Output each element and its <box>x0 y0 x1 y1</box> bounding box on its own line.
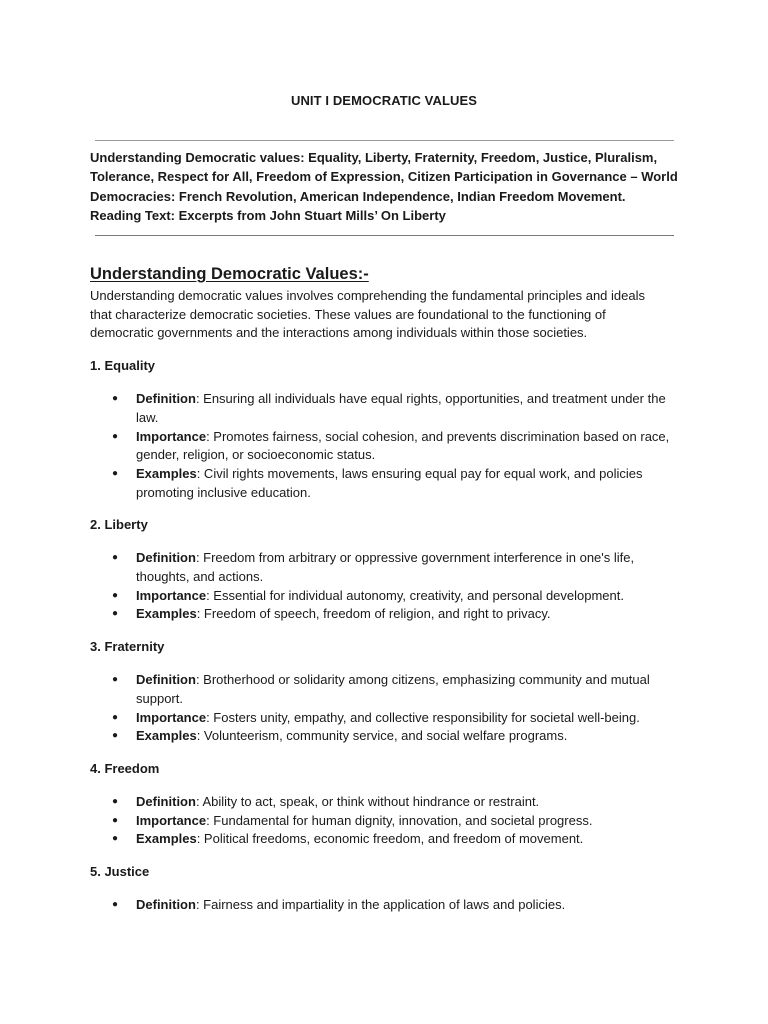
list-item <box>90 549 681 586</box>
item-text: : Essential for individual autonomy, creativity, and personal development. <box>206 587 624 603</box>
value-block-equality <box>90 357 690 502</box>
value-title: 5. Justice <box>90 864 150 880</box>
item-term: Examples <box>136 606 197 622</box>
main-content <box>90 264 690 929</box>
item-text: : Brotherhood or solidarity among citizens, emphasizing community and mutual support. <box>136 672 650 706</box>
list-item <box>90 896 681 915</box>
list-item <box>90 428 681 465</box>
item-term: Importance <box>136 428 207 444</box>
list-item <box>90 793 681 812</box>
item-text: : Fosters unity, empathy, and collective responsibility for societal well-being. <box>206 709 640 725</box>
bullet-icon: ● <box>112 674 119 686</box>
item-term: Examples <box>136 728 197 744</box>
item-term: Examples <box>136 465 197 481</box>
bullet-icon: ● <box>112 393 119 405</box>
list-item <box>90 830 681 849</box>
item-text: : Promotes fairness, social cohesion, and prevents discrimination based on race, gender, religion, or socioeconomic status. <box>136 428 670 463</box>
bullet-icon: ● <box>112 814 119 826</box>
bullet-icon: ● <box>112 795 119 807</box>
item-term: Definition <box>136 672 196 688</box>
value-list <box>90 896 690 915</box>
item-term: Importance <box>136 709 207 725</box>
bullet-icon: ● <box>112 711 119 723</box>
value-title: 1. Equality <box>90 358 156 374</box>
bullet-icon: ● <box>112 899 119 911</box>
value-list <box>90 549 690 624</box>
value-list <box>90 390 690 502</box>
item-text: : Fundamental for human dignity, innovation, and societal progress. <box>206 812 593 828</box>
bullet-icon: ● <box>112 467 119 479</box>
bullet-icon: ● <box>112 552 119 564</box>
top-divider <box>95 140 674 141</box>
item-term: Importance <box>136 812 207 828</box>
bullet-icon: ● <box>112 430 119 442</box>
item-term: Importance <box>136 587 207 603</box>
bullet-icon: ● <box>112 589 119 601</box>
intro-paragraph: Understanding democratic values involves comprehending the fundamental principles and ideals that characterize democratic societies. These values are foundational to the functioning of democratic governments and the interactions among individuals within those societies. <box>90 288 645 341</box>
item-text: : Civil rights movements, laws ensuring equal pay for equal work, and policies promoting inclusive education. <box>136 465 643 500</box>
item-text: : Fairness and impartiality in the application of laws and policies. <box>195 897 566 913</box>
list-item <box>90 727 681 746</box>
item-term: Definition <box>136 550 196 566</box>
value-list <box>90 671 690 746</box>
list-item <box>90 812 681 831</box>
item-term: Definition <box>136 897 196 913</box>
bullet-icon: ● <box>112 833 119 845</box>
value-block-freedom <box>90 760 690 849</box>
item-text: : Political freedoms, economic freedom, and freedom of movement. <box>196 831 584 847</box>
item-text: : Ability to act, speak, or think without hindrance or restraint. <box>195 793 540 809</box>
unit-title: UNIT I DEMOCRATIC VALUES <box>290 93 478 108</box>
list-item <box>90 587 681 606</box>
value-block-fraternity <box>90 638 690 746</box>
bullet-icon: ● <box>112 730 119 742</box>
bottom-divider <box>95 235 674 236</box>
item-term: Definition <box>136 391 196 407</box>
value-list <box>90 793 690 849</box>
list-item <box>90 709 681 728</box>
list-item <box>90 671 681 708</box>
value-block-justice <box>90 863 690 915</box>
item-term: Definition <box>136 793 196 809</box>
item-text: : Freedom from arbitrary or oppressive government interference in one's life, thoughts, and actions. <box>136 550 635 585</box>
value-title: 3. Fraternity <box>90 639 165 655</box>
bullet-icon: ● <box>112 608 119 620</box>
value-title: 2. Liberty <box>90 517 148 533</box>
value-block-liberty <box>90 516 690 624</box>
item-term: Examples <box>136 831 197 847</box>
value-title: 4. Freedom <box>90 760 160 776</box>
item-text: : Freedom of speech, freedom of religion, and right to privacy. <box>196 606 551 622</box>
list-item <box>90 465 681 502</box>
item-text: : Ensuring all individuals have equal rights, opportunities, and treatment under the law. <box>136 391 666 425</box>
section-heading: Understanding Democratic Values:- <box>90 265 369 283</box>
list-item <box>90 390 681 427</box>
item-text: : Volunteerism, community service, and social welfare programs. <box>196 728 568 744</box>
syllabus-summary: Understanding Democratic values: Equality, Liberty, Fraternity, Freedom, Justice, Pluralism, Tolerance, Respect for All, Freedom of Expression, Citizen Participation in Governance – World Democracies: French Revolution, American Independence, Indian Freedom Movement. Reading Text: Excerpts from John Stuart Mills’ On Liberty <box>90 150 678 223</box>
list-item <box>90 605 681 624</box>
